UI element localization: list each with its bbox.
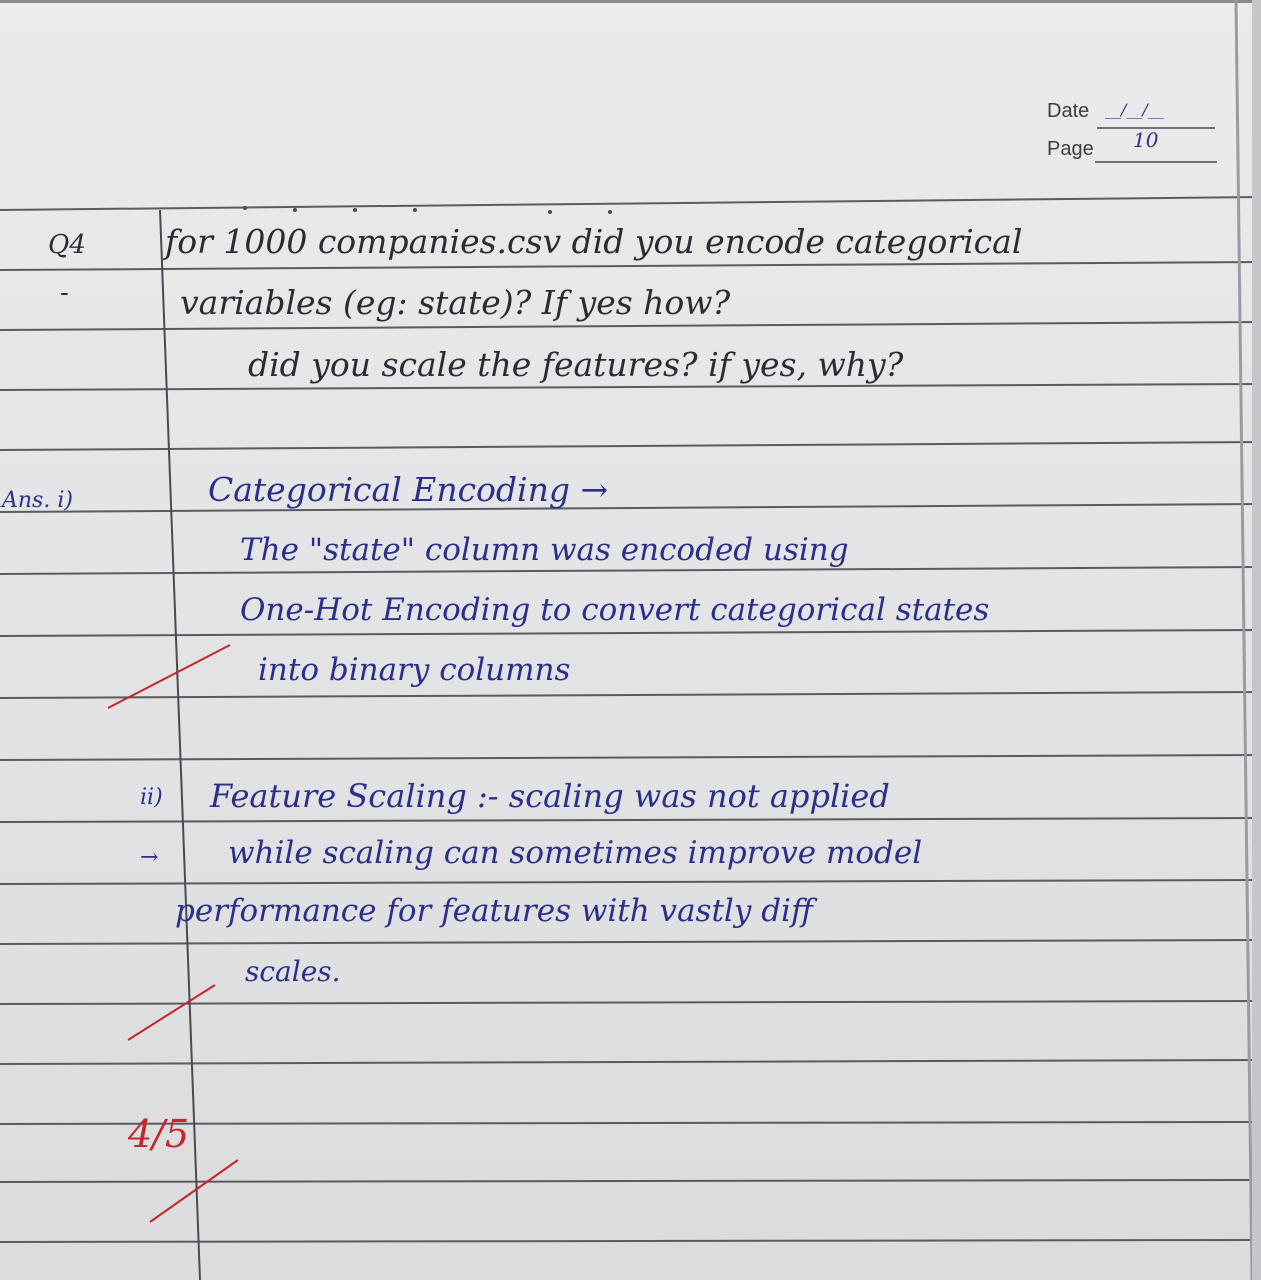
question-dash: -: [60, 278, 69, 308]
question-line-2: variables (eg: state)? If yes how?: [180, 283, 731, 322]
page-label: Page: [1047, 138, 1094, 160]
section2-bullet: ii): [140, 785, 163, 810]
grade-score: 4/5: [128, 1112, 190, 1156]
section2-line-3: performance for features with vastly diff: [175, 893, 813, 929]
section2-line-1: Feature Scaling :- scaling was not applied: [210, 777, 890, 815]
question-number: Q4: [48, 230, 86, 260]
section2-line-4: scales.: [245, 955, 341, 988]
section1-line-3: into binary columns: [258, 652, 571, 688]
section1-line-1: The "state" column was encoded using: [240, 532, 849, 568]
answer-label: Ans. i): [2, 488, 73, 513]
section1-heading: Categorical Encoding →: [208, 470, 609, 509]
question-line-3: did you scale the features? if yes, why?: [248, 345, 904, 384]
section2-arrow: →: [140, 845, 159, 870]
question-line-1: for 1000 companies.csv did you encode categorical: [165, 222, 1023, 261]
section1-line-2: One-Hot Encoding to convert categorical states: [240, 592, 990, 628]
date-label: Date: [1047, 100, 1090, 122]
date-slashes: __/__/__: [1105, 100, 1164, 119]
page-number: 10: [1133, 128, 1159, 152]
section2-line-2: while scaling can sometimes improve model: [228, 835, 923, 871]
